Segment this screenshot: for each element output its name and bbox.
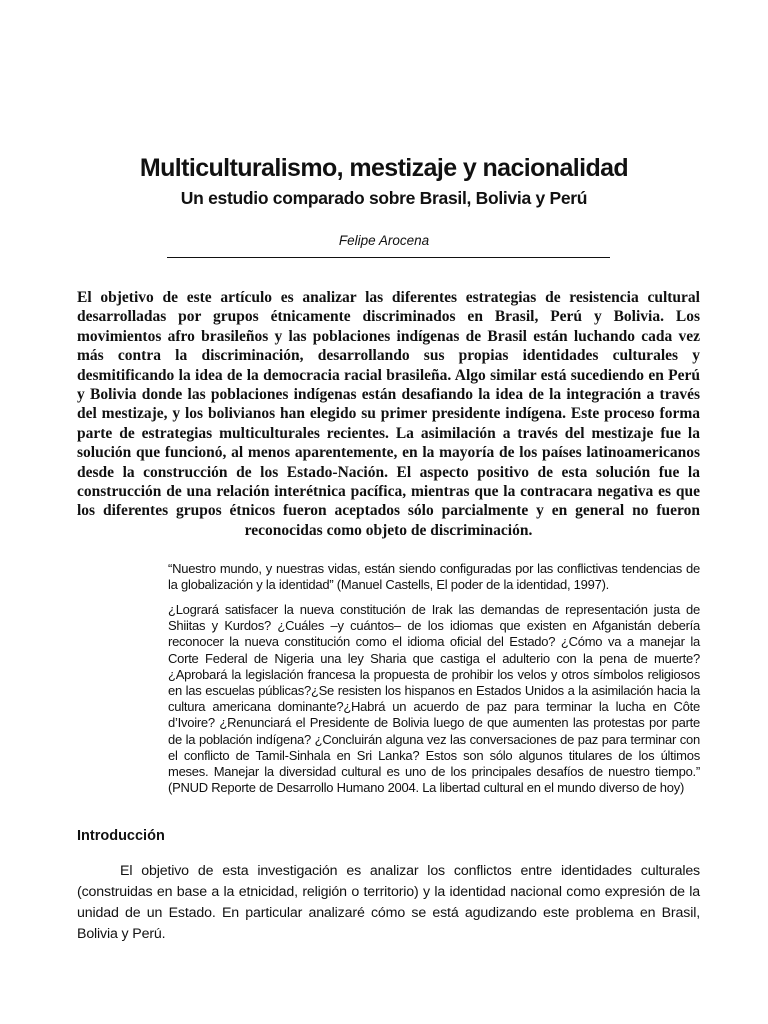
article-title: Multiculturalismo, mestizaje y nacionalidad xyxy=(139,154,629,182)
intro-paragraph: El objetivo de esta investigación es analizar los conflictos entre identidades culturales (construidas en base a la etnicidad, religión o territorio) y la identidad nacional como expresión de la unidad de un Estado. En particular analizaré cómo se está agudizando este problema en Brasil, Bolivia y Perú. xyxy=(77,863,700,942)
section-heading: Introducción xyxy=(77,828,165,844)
article-subtitle: Un estudio comparado sobre Brasil, Bolivia y Perú xyxy=(180,188,588,208)
title-divider xyxy=(167,257,610,258)
abstract-paragraph: El objetivo de este artículo es analizar las diferentes estrategias de resistencia cultural desarrolladas por grupos étnicamente discriminados en Brasil, Perú y Bolivia. Los movimientos afro brasileños y las poblaciones indígenas de Brasil están luchando cada vez más contra la discriminación, desarrollando sus propias identidades culturales y desmitificando la idea de la democracia racial brasileña. Algo similar está sucediendo en Perú y Bolivia donde las poblaciones indígenas están desafiando la idea de la integración a través del mestizaje, y los bolivianos han elegido su primer presidente indígena. Este proceso forma parte de estrategias multiculturales recientes. La asimilación a través del mestizaje fue la solución que funcionó, al menos aparentemente, en la mayoría de los países latinoamericanos desde la construcción de los Estado-Nación. El aspecto positivo de esta solución fue la construcción de una relación interétnica pacífica, mientras que la contracara negativa es que los diferentes grupos étnicos fueron aceptados sólo parcialmente y en general no fueron reconocidas como objeto de discriminación. xyxy=(77,289,700,539)
epigraph-castells: “Nuestro mundo, y nuestras vidas, están siendo configuradas por las conflictivas tendencias de la globalización y la identidad” (Manuel Castells, El poder de la identidad, 1997). xyxy=(168,561,700,593)
epigraph-pnud: ¿Logrará satisfacer la nueva constitución de Irak las demandas de representación justa de Shiitas y Kurdos? ¿Cuáles –y cuántos– de los idiomas que existen en Afganistán debería reconocer la nueva constitución como el idioma oficial del Estado? ¿Cómo va a manejar la Corte Federal de Nigeria una ley Sharia que castiga el adulterio con la pena de muerte? ¿Aprobará la legislación francesa la propuesta de prohibir los velos y otros símbolos religiosos en las escuelas públicas?¿Se resisten los hispanos en Estados Unidos a la asimilación hacia la cultura americana dominante?¿Habrá un acuerdo de paz para terminar la lucha en Côte d’Ivoire? ¿Renunciará el Presidente de Bolivia luego de que aumenten las protestas por parte de la población indígena? ¿Concluirán alguna vez las conversaciones de paz para terminar con el conflicto de Tamil-Sinhala en Sri Lanka? Estos son sólo algunos titulares de los últimos meses. Manejar la diversidad cultural es uno de los principales desafíos de nuestro tiempo.” (PNUD Reporte de Desarrollo Humano 2004. La libertad cultural en el mundo diverso de hoy) xyxy=(168,602,700,796)
author-name: Felipe Arocena xyxy=(338,233,430,248)
